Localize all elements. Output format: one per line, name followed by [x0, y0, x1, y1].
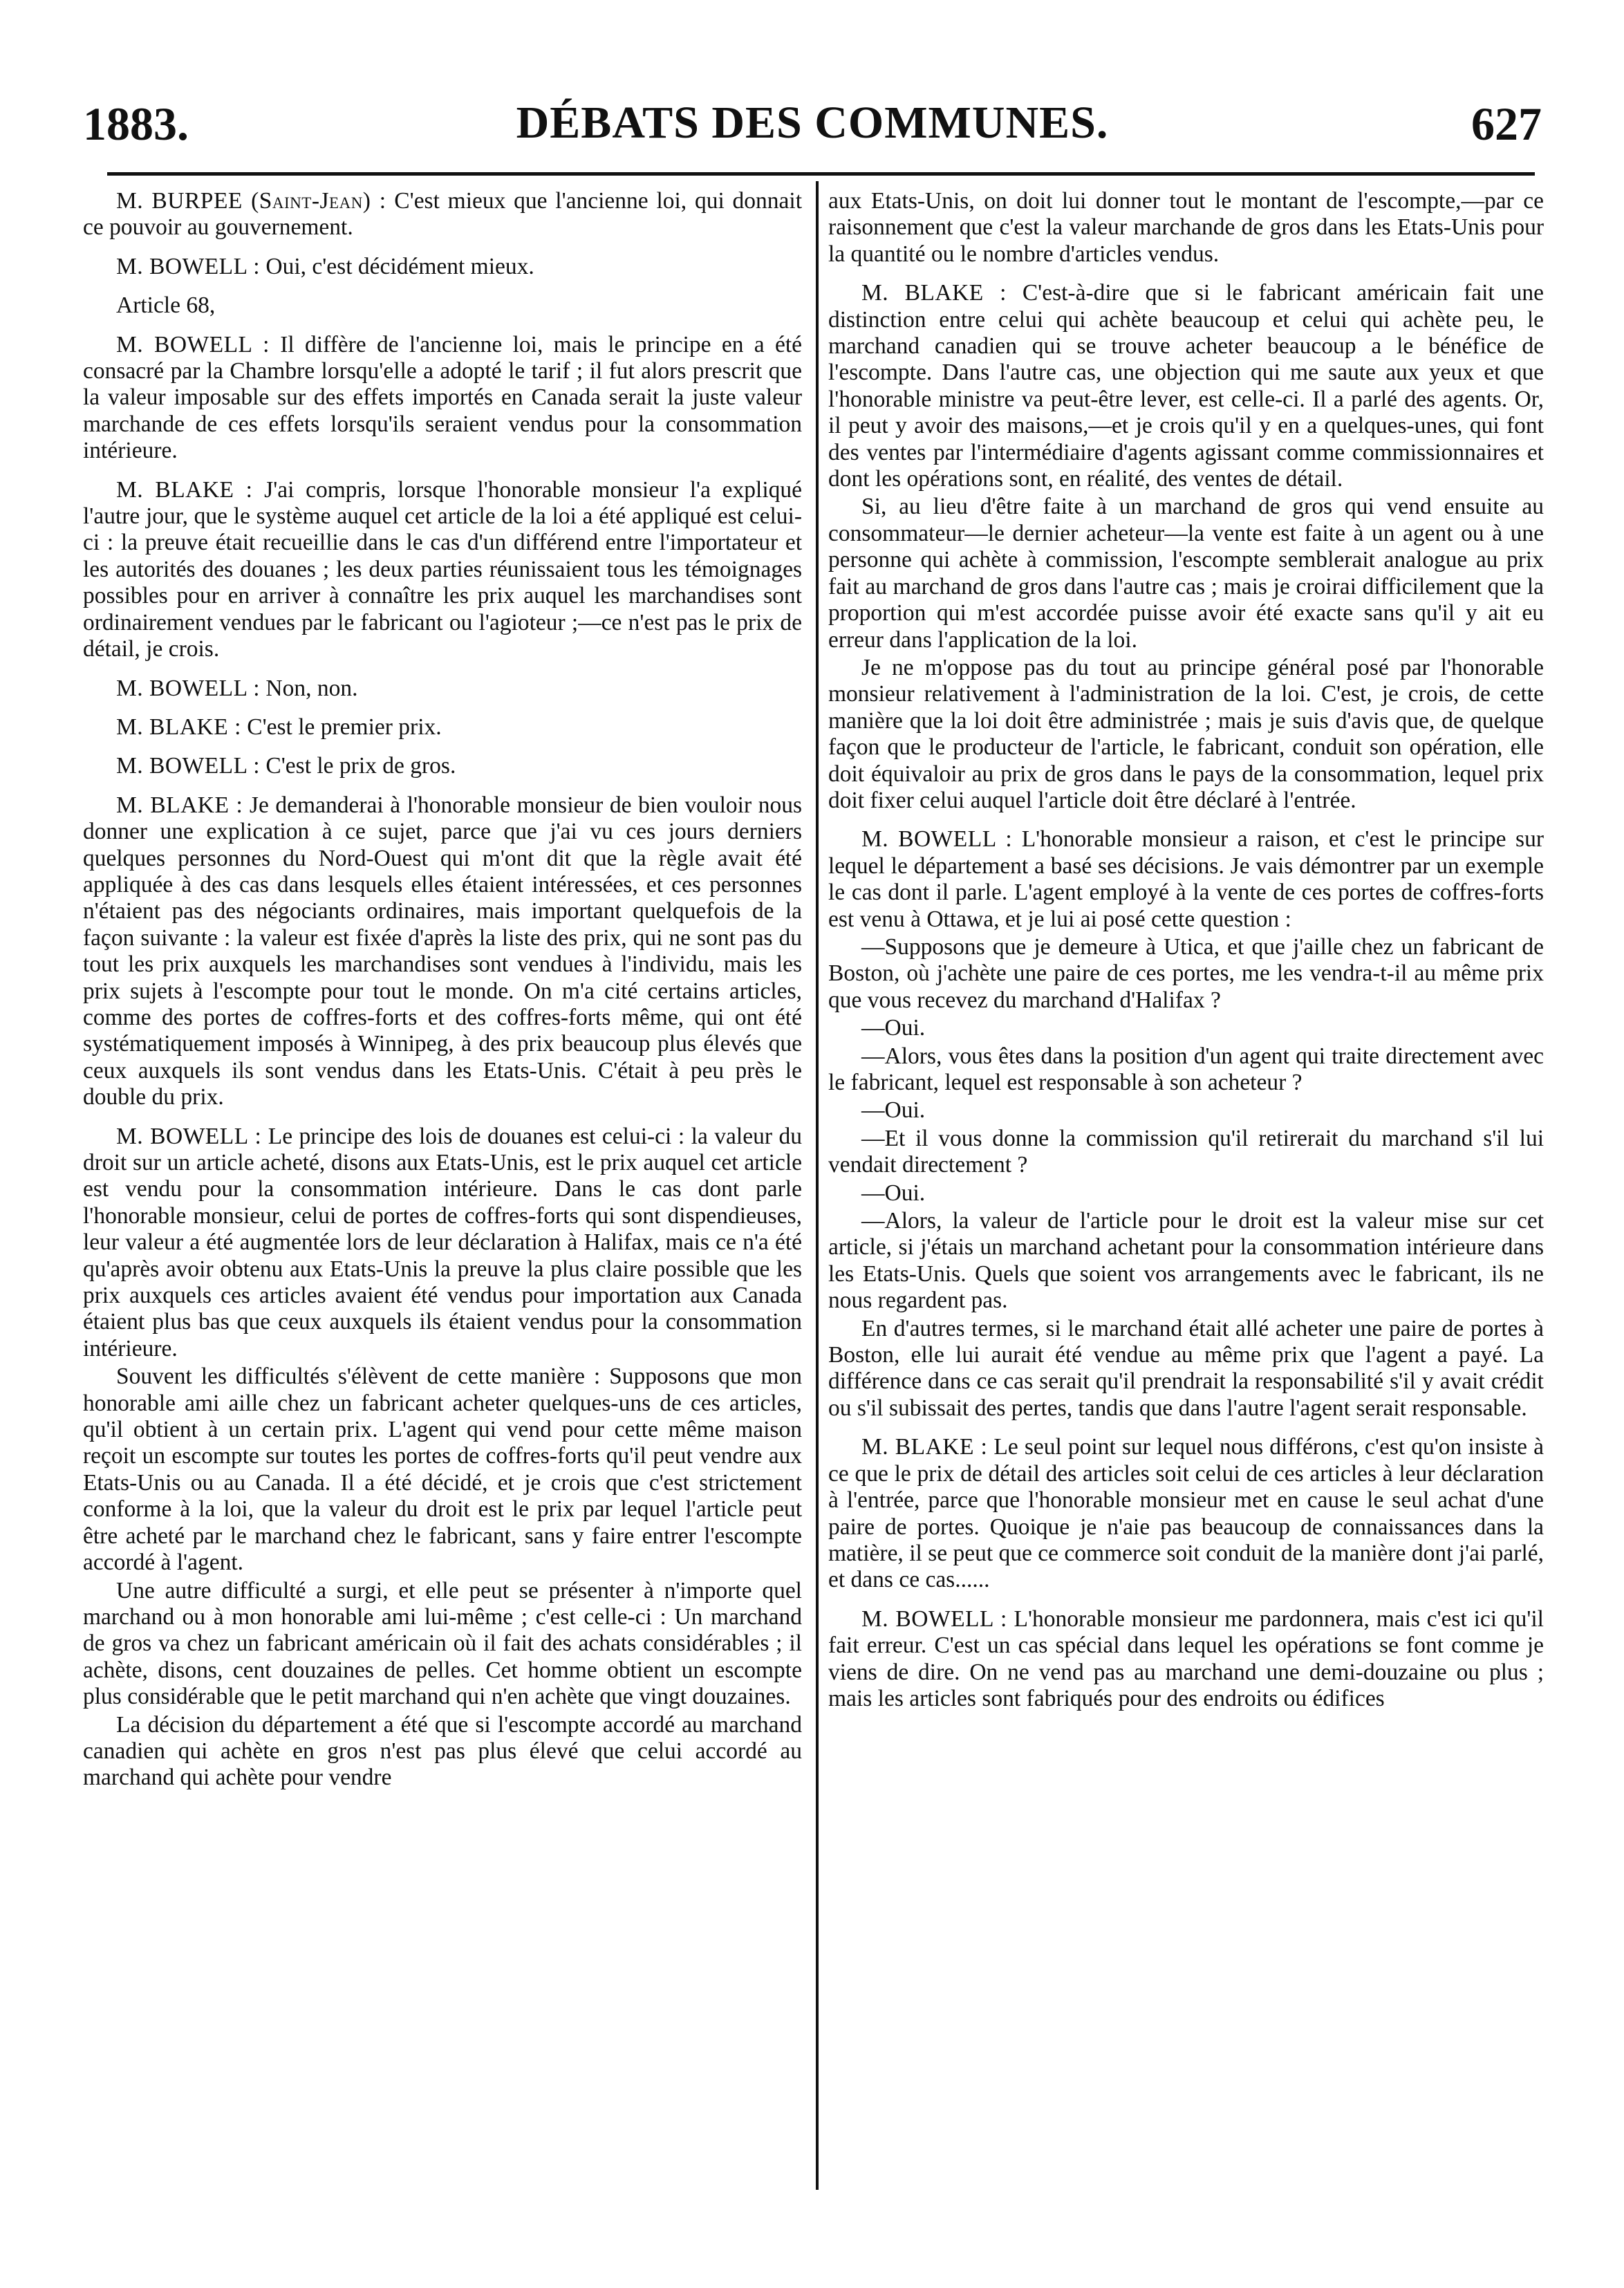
- paragraph-text: C'est le premier prix.: [241, 714, 442, 740]
- header-title: DÉBATS DES COMMUNES.: [516, 97, 1109, 148]
- paragraph: [83, 676, 802, 702]
- paragraph-text: —Alors, vous êtes dans la position d'un agent qui traite directement avec le fabricant, lequel est responsable à son acheteur ?: [828, 1043, 1544, 1095]
- paragraph: [828, 1208, 1544, 1314]
- paragraph: [83, 1578, 802, 1711]
- paragraph-text: J'ai compris, lorsque l'honorable monsieur l'a expliqué l'autre jour, que le système auquel cet article de la loi a été appliqué est celui-ci : la preuve était recueillie dans le cas d'un différend entre l'importateur et les autorités des douanes ; les deux parties réunissaient tous les témoignages possibles pour en arriver à connaître les prix auquel les marchandises sont ordinairement vendues par le fabricant ou l'agioteur ;—ce n'est pas le prix de détail, je crois.: [83, 476, 802, 662]
- speaker-name: M. BLAKE :: [116, 476, 253, 503]
- paragraph-text: Article 68,: [116, 292, 216, 319]
- paragraph: [828, 826, 1544, 933]
- paragraph-text: Je ne m'oppose pas du tout au principe général posé par l'honorable monsieur relativement à l'administration de la loi. C'est, je crois, de cette manière que la loi doit être administrée ; mais je suis d'avis que, de quelque façon que le producteur de l'article, le fabricant, conduit son opération, elle doit équivaloir au prix de gros dans le pays de la consommation, lequel prix doit fixer celui auquel l'article doit être déclaré à l'entrée.: [828, 654, 1544, 813]
- speaker-name: M. BURPEE (Saint-Jean) :: [116, 188, 386, 214]
- paragraph-text: Non, non.: [260, 675, 358, 701]
- paragraph-text: aux Etats-Unis, on doit lui donner tout le montant de l'escompte,—par ce raisonnement que c'est la valeur marchande de gros dans les Etats-Unis pour la quantité ou le nombre d'articles vendus.: [828, 188, 1544, 267]
- speaker-name: M. BOWELL :: [116, 1123, 262, 1149]
- paragraph-text: —Oui.: [861, 1180, 926, 1206]
- paragraph: [828, 1097, 1544, 1124]
- paragraph: [828, 934, 1544, 1014]
- left-column: [83, 188, 802, 1804]
- paragraph-text: —Alors, la valeur de l'article pour le droit est la valeur mise sur cet article, si j'étais un marchand achetant pour la consommation intérieure dans les Etats-Unis. Quels que soient vos arrangements avec le fabricant, ils ne nous regardent pas.: [828, 1208, 1544, 1314]
- header-page-number: 627: [1471, 97, 1542, 150]
- header-rule: [107, 172, 1535, 176]
- column-divider: [816, 181, 819, 2190]
- paragraph-text: Une autre difficulté a surgi, et elle peut se présenter à n'importe quel marchand ou à mon honorable ami lui-même ; c'est celle-ci : Un marchand de gros va chez un fabricant américain où il fait des achats considérables ; il achète, disons, cent douzaines de pelles. Cet homme obtient un escompte plus considérable que le petit marchand qui n'en achète que vingt douzaines.: [83, 1577, 802, 1710]
- header-year: 1883.: [83, 97, 189, 150]
- paragraph-text: —Oui.: [861, 1097, 926, 1124]
- paragraph-text: —Oui.: [861, 1015, 926, 1041]
- page-header: [83, 97, 1542, 159]
- paragraph-text: —Supposons que je demeure à Utica, et que j'aille chez un fabricant de Boston, où j'achète une paire de ces portes, me les vendra-t-il au même prix que vous recevez du marchand d'Halifax ?: [828, 933, 1544, 1013]
- paragraph: [83, 792, 802, 1111]
- paragraph-text: Le seul point sur lequel nous différons, c'est qu'on insiste à ce que le prix de détail des articles soit celui de ces articles à leur déclaration à l'entrée, parce que l'honorable monsieur met en cause le seul achat d'une paire de portes. Quoique je n'aie pas beaucoup de connaissances dans la matière, il se peut que ce commerce soit conduit de la manière dont j'ai parlé, et dans ce cas......: [828, 1434, 1544, 1593]
- speaker-name: M. BLAKE :: [116, 714, 241, 740]
- paragraph-text: —Et il vous donne la commission qu'il retirerait du marchand s'il lui vendait directement ?: [828, 1125, 1544, 1178]
- paragraph: [828, 188, 1544, 268]
- paragraph: [83, 332, 802, 465]
- paragraph-text: C'est-à-dire que si le fabricant américain fait une distinction entre celui qui achète beaucoup et celui qui achète peu, le marchand canadien qui se trouve acheter beaucoup a le bénéfice de l'escompte. Dans l'autre cas, une objection qui me saute aux yeux et que l'honorable ministre va peut-être lever, est celle-ci. Il a parlé des agents. Or, il peut y avoir des maisons,—et je crois qu'il y en a quelques-unes, qui font des ventes par l'intermédiaire d'agents agissant comme commissionnaires et dont les opérations sont, en réalité, des ventes de détail.: [828, 280, 1544, 492]
- paragraph: [828, 1606, 1544, 1713]
- speaker-name: M. BOWELL :: [116, 675, 261, 701]
- paragraph: [83, 477, 802, 663]
- paragraph-text: L'honorable monsieur me pardonnera, mais c'est ici qu'il fait erreur. C'est un cas spécial dans lequel les opérations se font comme je viens de dire. On ne vend pas au marchand une demi-douzaine ou plus ; mais les articles sont fabriqués pour des endroits ou édifices: [828, 1606, 1544, 1711]
- paragraph-text: C'est le prix de gros.: [260, 753, 456, 779]
- paragraph: [828, 1015, 1544, 1041]
- paragraph-text: Il diffère de l'ancienne loi, mais le principe en a été consacré par la Chambre lorsqu'elle a adopté le tarif ; il fut alors prescrit que la valeur imposable sur des effets importés en Canada serait la juste valeur marchande de ces effets lorsqu'ils seraient vendus pour la consommation intérieure.: [83, 331, 802, 464]
- paragraph-text: En d'autres termes, si le marchand était allé acheter une paire de portes à Boston, elle lui aurait été vendue au même prix que l'agent a payé. La différence dans ce cas serait qu'il prendrait la responsabilité s'il y avait crédit ou s'il subissait des pertes, tandis que dans l'autre l'agent serait responsable.: [828, 1315, 1544, 1421]
- paragraph: [83, 1712, 802, 1792]
- paragraph-text: Oui, c'est décidément mieux.: [260, 253, 534, 279]
- speaker-name: M. BOWELL :: [116, 331, 270, 357]
- paragraph: [828, 280, 1544, 492]
- speaker-name: M. BOWELL :: [861, 826, 1013, 853]
- paragraph: [83, 1364, 802, 1576]
- paragraph-text: L'honorable monsieur a raison, et c'est le principe sur lequel le département a basé ses décisions. Je vais démontrer par un exemple le cas dont il parle. L'agent employé à la vente de ces portes de coffres-forts est venu à Ottawa, et je lui ai posé cette question :: [828, 826, 1544, 932]
- paragraph-text: Souvent les difficultés s'élèvent de cette manière : Supposons que mon honorable ami aille chez un fabricant acheter quelques-uns de ces articles, qu'il obtient à un certain prix. L'agent qui vend pour cette même maison reçoit un escompte sur toutes les portes de coffres-forts qu'il peut vendre aux Etats-Unis ou au Canada. Il a été décidé, et je crois que c'est strictement conforme à la loi, que la valeur du droit est le prix par lequel l'article peut être acheté par le marchand chez le fabricant, sans y faire entrer l'escompte accordé à l'agent.: [83, 1364, 802, 1576]
- paragraph: [828, 1180, 1544, 1207]
- paragraph: [828, 1126, 1544, 1179]
- paragraph: [828, 1434, 1544, 1593]
- paragraph: [83, 292, 802, 319]
- paragraph: [828, 494, 1544, 653]
- speaker-name: M. BOWELL :: [861, 1606, 1007, 1632]
- speaker-name: M. BLAKE :: [861, 280, 1007, 306]
- paragraph-text: C'est mieux que l'ancienne loi, qui donnait ce pouvoir au gouvernement.: [83, 188, 802, 241]
- paragraph: [83, 188, 802, 241]
- paragraph: [83, 714, 802, 741]
- paragraph: [828, 1316, 1544, 1422]
- speaker-name: M. BOWELL :: [116, 253, 261, 279]
- speaker-name: M. BOWELL :: [116, 753, 261, 779]
- paragraph: [828, 655, 1544, 814]
- speaker-name: M. BLAKE :: [116, 792, 243, 818]
- right-column: [828, 188, 1544, 1724]
- paragraph-text: La décision du département a été que si l'escompte accordé au marchand canadien qui achète en gros n'est pas plus élevé que celui accordé au marchand qui achète pour vendre: [83, 1711, 802, 1791]
- paragraph-text: Le principe des lois de douanes est celui-ci : la valeur du droit sur un article acheté, disons aux Etats-Unis, est le prix auquel cet article est vendu pour la consommation intérieure. Dans le cas dont parle l'honorable monsieur, celui de portes de coffres-forts qui sont dispendieuses, leur valeur a été augmentée lors de leur déclaration à Halifax, mais ce n'a été qu'après avoir obtenu aux Etats-Unis la preuve la plus claire possible que les prix auxquels ces articles avaient été vendus pour importation aux Canada étaient plus bas que ceux auxquels ils étaient vendus pour la consommation intérieure.: [83, 1123, 802, 1361]
- paragraph: [83, 753, 802, 779]
- paragraph: [828, 1043, 1544, 1097]
- paragraph-text: Si, au lieu d'être faite à un marchand de gros qui vend ensuite au consommateur—le dernier acheteur—la vente est faite à un agent ou à une personne qui achète à commission, l'escompte semblerait analogue au prix fait au marchand de gros dans l'autre cas ; mais je croirai difficilement que la proportion qui m'est accordée puisse avoir été exacte sans qu'il y ait eu erreur dans l'application de la loi.: [828, 494, 1544, 653]
- paragraph: [83, 254, 802, 280]
- paragraph-text: Je demanderai à l'honorable monsieur de bien vouloir nous donner une explication à ce sujet, parce que j'ai vu ces jours derniers quelques personnes du Nord-Ouest qui m'ont dit que la règle avait été appliquée à des cas dans lesquels elles étaient intéressées, et ces personnes n'étaient pas des négociants ordinaires, mais important quelquefois de la façon suivante : la valeur est fixée d'après la liste des prix, qui ne sont pas du tout les prix auxquels les marchandises sont vendues à l'individu, mais les prix sujets à l'escompte pour tout le monde. On m'a cité certains articles, comme des portes de coffres-forts et des coffres-forts même, qui ont été systématiquement imposés à Winnipeg, à des prix beaucoup plus élevés que ceux auxquels ils sont vendus dans les Etats-Unis. C'était à peu près le double du prix.: [83, 792, 802, 1110]
- paragraph: [83, 1124, 802, 1363]
- speaker-name: M. BLAKE :: [861, 1434, 988, 1460]
